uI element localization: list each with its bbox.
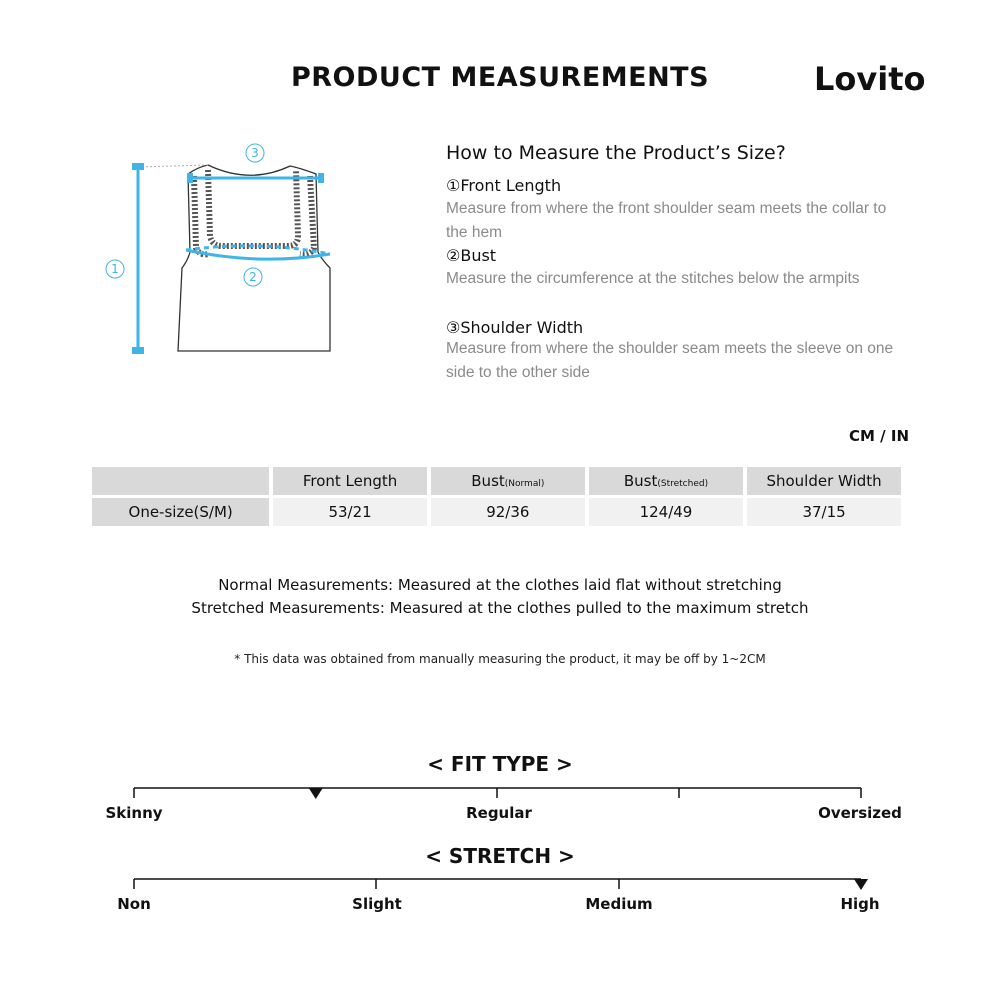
cell-bust-stretched: 124/49: [589, 498, 743, 526]
cell-shoulder-width: 37/15: [747, 498, 901, 526]
table-header-row: [92, 467, 901, 495]
units-label: CM / IN: [849, 427, 909, 445]
step-bust-title: ②Bust: [446, 246, 497, 265]
header-front-length: Front Length: [273, 467, 427, 495]
stretch-title: < STRETCH >: [425, 844, 575, 868]
step-shoulder-desc: Measure from where the shoulder seam meets the sleeve on one side to the other side: [446, 340, 894, 381]
row-size-label: One-size(S/M): [92, 498, 269, 526]
fit-label-oversized: Oversized: [818, 804, 902, 822]
fit-label-regular: Regular: [466, 804, 532, 822]
step-shoulder-title: ③Shoulder Width: [446, 318, 584, 337]
marker-1-label: 1: [111, 262, 119, 276]
header-shoulder-width: Shoulder Width: [747, 467, 901, 495]
fit-label-skinny: Skinny: [105, 804, 163, 822]
normal-measurement-note: Normal Measurements: Measured at the clothes laid flat without stretching: [218, 576, 782, 594]
step-bust-desc: Measure the circumference at the stitches below the armpits: [446, 270, 860, 287]
marker-3-label: 3: [251, 146, 259, 160]
step-front-length-desc: Measure from where the front shoulder seam meets the collar to the hem: [446, 200, 887, 241]
stretch-label-non: Non: [117, 895, 151, 913]
table-corner-cell: [92, 467, 269, 495]
step-front-length-title: ①Front Length: [446, 176, 562, 195]
stretch-indicator: [854, 879, 868, 890]
header-bust-normal: Bust(Normal): [431, 467, 585, 495]
cell-bust-normal: 92/36: [431, 498, 585, 526]
fit-type-indicator: [309, 788, 323, 799]
guide-heading: How to Measure the Product’s Size?: [446, 142, 786, 164]
page-title: PRODUCT MEASUREMENTS: [290, 62, 710, 93]
tank-top-diagram: [100, 140, 350, 360]
brand-logo: Lovito: [814, 60, 926, 98]
front-length-line: [132, 163, 144, 354]
table-row: [92, 498, 901, 526]
stretch-label-high: High: [840, 895, 880, 913]
disclaimer-note: * This data was obtained from manually measuring the product, it may be off by 1~2CM: [234, 652, 766, 666]
stretched-measurement-note: Stretched Measurements: Measured at the clothes pulled to the maximum stretch: [191, 599, 809, 617]
cell-front-length: 53/21: [273, 498, 427, 526]
fit-type-title: < FIT TYPE >: [427, 752, 573, 776]
stretch-label-medium: Medium: [585, 895, 653, 913]
size-table: [88, 464, 905, 529]
header-bust-stretched: Bust(Stretched): [589, 467, 743, 495]
marker-2-label: 2: [249, 270, 257, 284]
stretch-label-slight: Slight: [352, 895, 402, 913]
